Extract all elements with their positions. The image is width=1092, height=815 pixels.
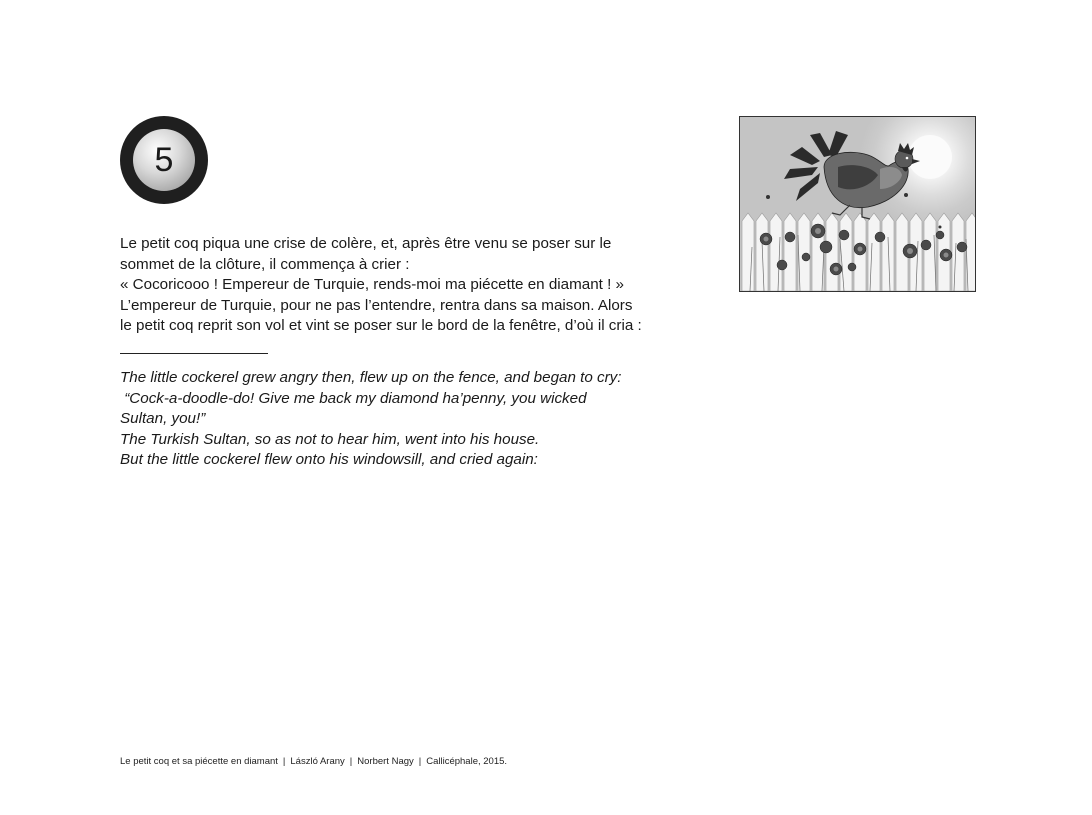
french-line: le petit coq reprit son vol et vint se poser sur le bord de la fenêtre, d’où il cria : [120,317,642,335]
french-paragraph [120,234,680,337]
rooster-illustration-icon [740,117,975,291]
footer-separator: | [282,756,286,767]
footer-illustrator: Norbert Nagy [357,756,414,767]
english-line: “Cock-a-doodle-do! Give me back my diamond ha’penny, you wicked [120,389,587,407]
footer-credit [120,756,507,767]
rooster-illustration [739,116,976,292]
footer-publisher: Callicéphale, 2015. [426,756,508,767]
footer-separator: | [418,756,422,767]
english-paragraph [120,368,680,471]
french-line: sommet de la clôture, il commença à crier : [120,255,410,273]
text-divider [120,353,268,354]
page-number: 5 [133,129,195,191]
footer-book-title: Le petit coq et sa piécette en diamant [120,756,278,767]
english-line: Sultan, you!” [120,410,206,428]
french-line: Le petit coq piqua une crise de colère, et, après être venu se poser sur le [120,235,612,252]
english-line: The Turkish Sultan, so as not to hear him, went into his house. [120,430,540,448]
french-line: L’empereur de Turquie, pour ne pas l’entendre, rentra dans sa maison. Alors [120,296,633,314]
footer-author: László Arany [290,756,345,767]
english-line: But the little cockerel flew onto his windowsill, and cried again: [120,451,538,469]
page-number-badge [120,116,208,204]
footer-separator: | [349,756,353,767]
french-line: « Cocoricooo ! Empereur de Turquie, rends-moi ma piécette en diamant ! » [120,276,624,294]
english-line: The little cockerel grew angry then, flew up on the fence, and began to cry: [120,369,622,386]
